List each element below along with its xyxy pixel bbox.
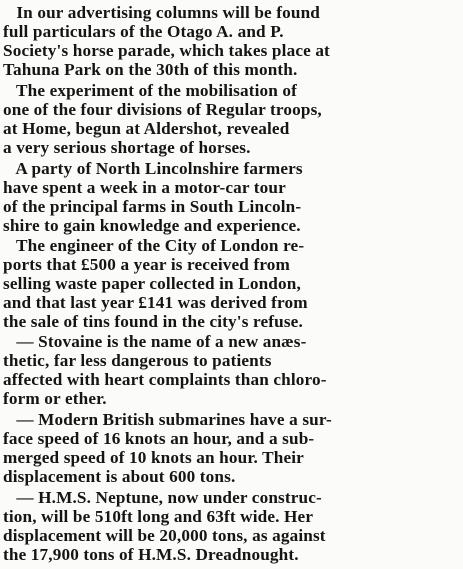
text-line: one of the four divisions of Regular troops, bbox=[3, 100, 322, 119]
text-line: face speed of 16 knots an hour, and a sub- bbox=[3, 429, 315, 448]
text-line: — H.M.S. Neptune, now under construc- bbox=[3, 488, 322, 507]
text-line: have spent a week in a motor-car tour bbox=[3, 178, 286, 197]
text-line: Society's horse parade, which takes place at bbox=[3, 41, 330, 60]
text-line: shire to gain knowledge and experience. bbox=[3, 216, 301, 235]
text-line: Tahuna Park on the 30th of this month. bbox=[3, 60, 298, 79]
text-line: The engineer of the City of London re- bbox=[3, 236, 305, 255]
text-line: at Home, begun at Aldershot, revealed bbox=[3, 119, 290, 138]
text-line: and that last year £141 was derived from bbox=[3, 293, 308, 312]
text-line: displacement is about 600 tons. bbox=[3, 467, 236, 486]
text-line: A party of North Lincolnshire farmers bbox=[3, 159, 303, 178]
text-line: the 17,900 tons of H.M.S. Dreadnought. bbox=[3, 545, 299, 564]
text-line: the sale of tins found in the city's refuse. bbox=[3, 312, 303, 331]
text-line: — Stovaine is the name of a new anæs- bbox=[3, 332, 307, 351]
text-line: a very serious shortage of horses. bbox=[3, 138, 251, 157]
text-line: thetic, far less dangerous to patients bbox=[3, 351, 272, 370]
text-line: displacement will be 20,000 tons, as against bbox=[3, 526, 326, 545]
text-line: form or ether. bbox=[3, 389, 107, 408]
text-line: ports that £500 a year is received from bbox=[3, 255, 291, 274]
text-line: full particulars of the Otago A. and P. bbox=[3, 22, 284, 41]
text-line: — Modern British submarines have a sur- bbox=[3, 410, 332, 429]
text-line: affected with heart complaints than chloro- bbox=[3, 370, 327, 389]
text-line: of the principal farms in South Lincoln- bbox=[3, 197, 302, 216]
text-line: The experiment of the mobilisation of bbox=[3, 81, 298, 100]
text-line: merged speed of 10 knots an hour. Their bbox=[3, 448, 304, 467]
text-line: selling waste paper collected in London, bbox=[3, 274, 301, 293]
text-line: tion, will be 510ft long and 63ft wide. Her bbox=[3, 507, 314, 526]
text-line: In our advertising columns will be found bbox=[3, 3, 320, 22]
